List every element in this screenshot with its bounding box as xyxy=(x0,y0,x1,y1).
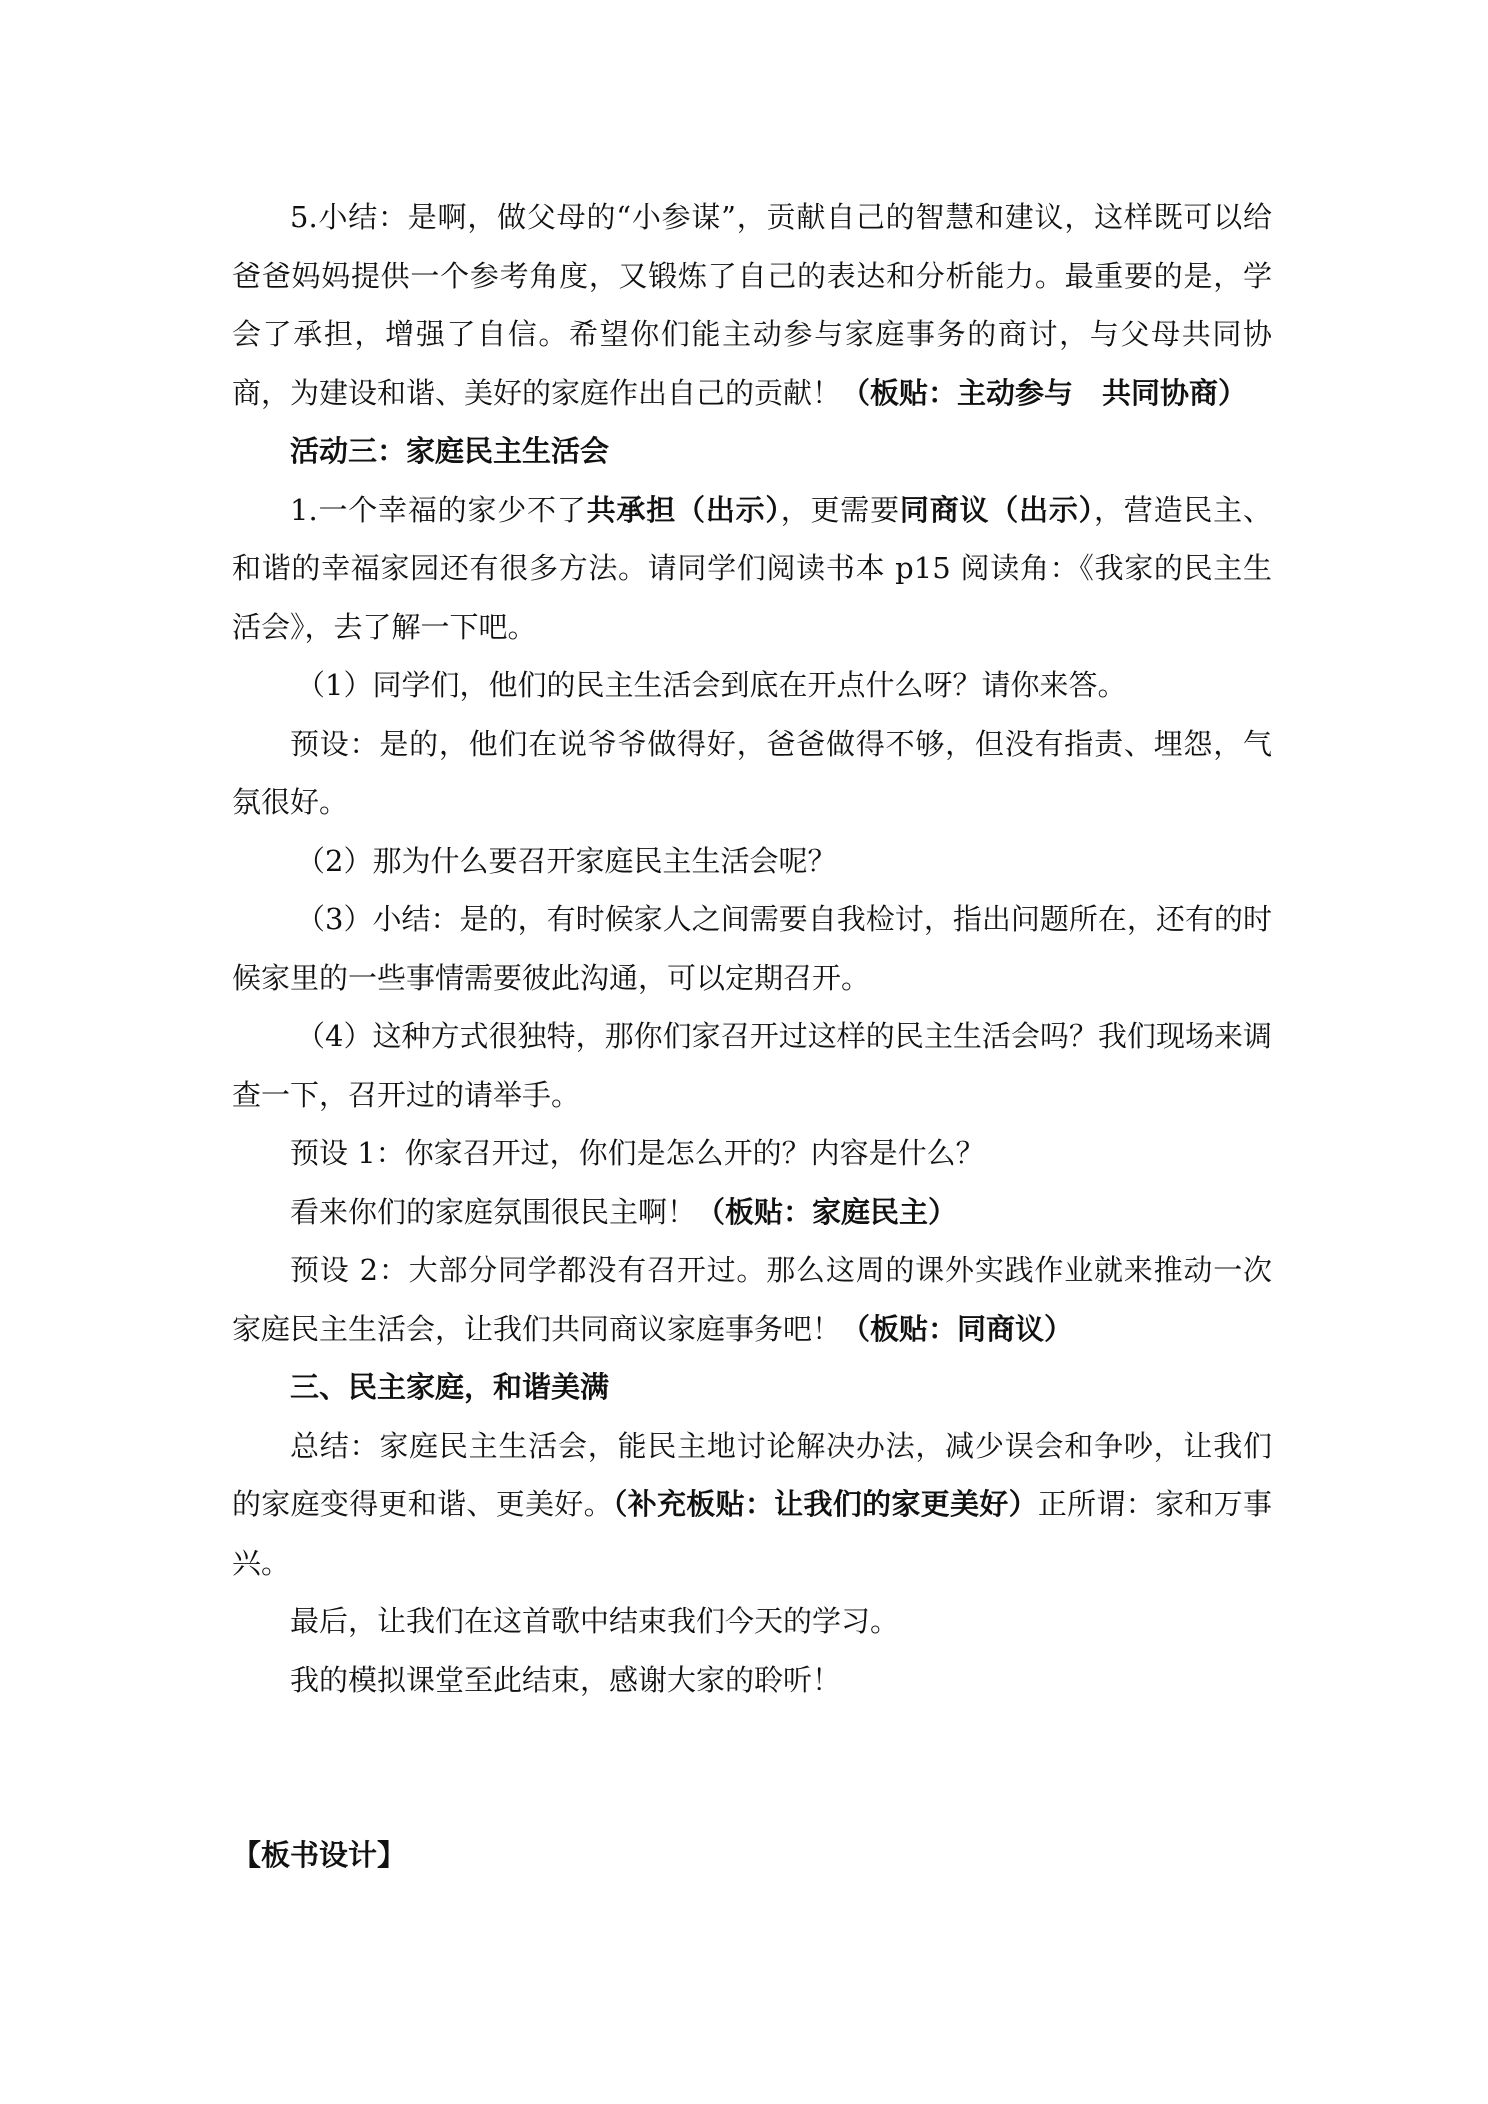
emphasis-discuss: 同商议（出示） xyxy=(899,492,1094,527)
preset-1: 预设 1：你家召开过，你们是怎么开的？内容是什么？ xyxy=(290,1136,985,1170)
question-2: （2）那为什么要召开家庭民主生活会呢？ xyxy=(296,843,837,878)
preset-2: 预设 2：大部分同学都没有召开过。那么这周的课外实践作业就来推动一次家庭民主生活会，让我们共同商议家庭事务吧！（板贴：同商议） xyxy=(232,1253,1272,1346)
activity-paragraph-1: 1.一个幸福的家少不了共承担（出示），更需要同商议（出示），营造民主、和谐的幸福家园还有很多方法。请同学们阅读书本 p15 阅读角：《我家的民主生活会》，去了解一下吧。 xyxy=(232,492,1272,644)
activity-three-heading: 活动三：家庭民主生活会 xyxy=(290,434,610,468)
preset-answer-1: 预设：是的，他们在说爷爷做得好，爸爸做得不够，但没有指责、埋怨，气氛很好。 xyxy=(232,726,1272,819)
question-4: （4）这种方式很独特，那你们家召开过这样的民主生活会吗？我们现场来调查一下，召开过的请举手。 xyxy=(232,1019,1272,1112)
closing-line-1: 最后，让我们在这首歌中结束我们今天的学习。 xyxy=(290,1604,900,1638)
board-note: （板贴：主动参与 共同协商） xyxy=(841,375,1248,410)
conclusion-paragraph: 总结：家庭民主生活会，能民主地讨论解决办法，减少误会和争吵，让我们的家庭变得更和谐、更美好。（补充板贴：让我们的家更美好）正所谓：家和万事兴。 xyxy=(232,1428,1272,1580)
question-1: （1）同学们，他们的民主生活会到底在开点什么呀？请你来答。 xyxy=(296,668,1127,702)
board-note: （补充板贴：让我们的家更美好） xyxy=(612,1487,1038,1521)
question-3: （3）小结：是的，有时候家人之间需要自我检讨，指出问题所在，还有的时候家里的一些事情需要彼此沟通，可以定期召开。 xyxy=(232,902,1272,995)
emphasis-share: 共承担（出示） xyxy=(586,492,781,527)
summary-paragraph: 5.小结：是啊，做父母的“小参谋”，贡献自己的智慧和建议，这样既可以给爸爸妈妈提供一个参考角度，又锻炼了自己的表达和分析能力。最重要的是，学会了承担，增强了自信。希望你们能主动参与家庭事务的商讨，与父母共同协商，为建设和谐、美好的家庭作出自己的贡献！（板贴：主动参与 共同协商） xyxy=(232,200,1272,410)
closing-line-2: 我的模拟课堂至此结束，感谢大家的聆听！ xyxy=(290,1662,842,1697)
section-three-heading: 三、民主家庭，和谐美满 xyxy=(290,1370,610,1404)
democracy-paragraph: 看来你们的家庭氛围很民主啊！（板贴：家庭民主） xyxy=(290,1194,958,1229)
board-note: （板贴：同商议） xyxy=(841,1311,1074,1346)
board-design-title: 【板书设计】 xyxy=(232,1838,407,1872)
spacer xyxy=(232,1709,1272,1826)
document-page xyxy=(232,188,1272,1885)
board-note: （板贴：家庭民主） xyxy=(696,1194,958,1229)
